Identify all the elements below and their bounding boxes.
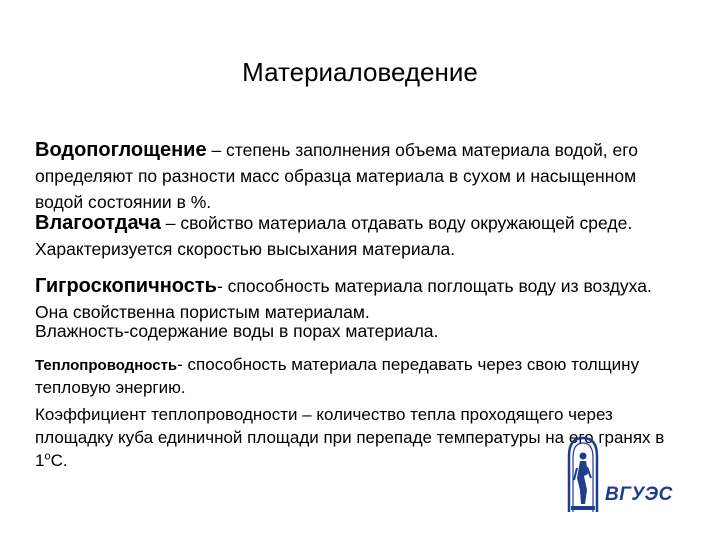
term-hygroscopicity: Гигроскопичность bbox=[35, 275, 217, 297]
term-water-absorption: Водопоглощение bbox=[35, 139, 207, 161]
definition-humidity: Влажность-содержание воды в порах материала. bbox=[35, 321, 439, 341]
degree-superscript: о bbox=[44, 450, 51, 463]
slide-title: Материаловедение bbox=[242, 57, 478, 87]
logo-text: ВГУЭС bbox=[605, 484, 673, 505]
definition-thermal-conductivity: - способность материала передавать через свою толщину тепловую энергию. bbox=[35, 355, 640, 397]
university-emblem-icon bbox=[565, 434, 601, 514]
temperature-unit: С. bbox=[50, 451, 68, 470]
university-logo bbox=[565, 434, 675, 514]
paragraph-moisture-release bbox=[35, 210, 685, 262]
term-thermal-conductivity: Теплопроводность bbox=[35, 357, 178, 374]
definition-hygroscopicity: - способность материала поглощать воду из воздуха. Она свойственна пористым материалам. bbox=[35, 276, 652, 322]
paragraph-thermal-conductivity bbox=[35, 354, 685, 399]
definition-water-absorption: – степень заполнения объема материала водой, его определяют по разности масс образца материала в сухом и насыщенном водой состоянии в %. bbox=[35, 140, 638, 212]
definition-conductivity-coefficient: Коэффициент теплопроводности – количество тепла проходящего через площадку куба единичной площади при перепаде температуры на его гранях в 1 bbox=[35, 405, 665, 470]
term-moisture-release: Влагоотдача bbox=[35, 212, 161, 234]
definition-moisture-release: – свойство материала отдавать воду окружающей среде. Характеризуется скоростью высыхания материала. bbox=[35, 213, 633, 259]
paragraph-water-absorption bbox=[35, 137, 685, 215]
paragraph-humidity bbox=[35, 318, 685, 344]
